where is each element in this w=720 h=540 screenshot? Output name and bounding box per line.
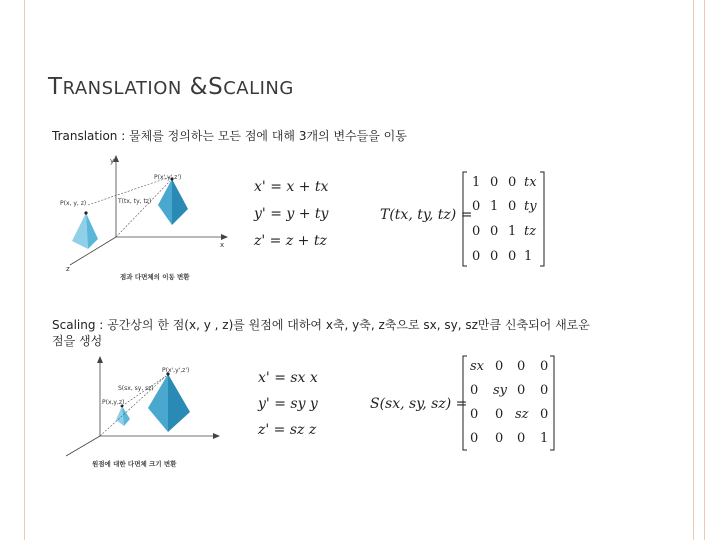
s-cell: 0 xyxy=(540,359,549,374)
t-cell: 0 xyxy=(490,249,499,264)
translation-eq-z: z' = z + tz xyxy=(254,233,327,249)
label-p-prime: P(x',y',z') xyxy=(162,367,190,374)
scaling-figure xyxy=(62,356,222,471)
x-axis-label: x xyxy=(220,241,225,249)
z-axis-label: z xyxy=(66,265,70,273)
title-ampersand: & xyxy=(189,74,209,100)
scaling-eq-y: y' = sy y xyxy=(258,396,318,412)
t-cell: 0 xyxy=(472,249,481,264)
big-pyramid-left xyxy=(148,374,168,432)
t-cell: 0 xyxy=(472,224,481,239)
label-p: P(x,y,z) xyxy=(102,399,125,406)
s-cell: 0 xyxy=(495,407,504,422)
slide-title xyxy=(48,74,294,100)
translation-matrix xyxy=(460,170,550,268)
scaling-eq-x: x' = sx x xyxy=(258,370,318,386)
label-s: S(sx, sy, sz) xyxy=(118,385,154,392)
s-cell: 0 xyxy=(517,383,526,398)
translation-eq-x: x' = x + tx xyxy=(254,179,329,195)
t-cell: 0 xyxy=(508,249,517,264)
y-axis-label: y xyxy=(110,157,115,165)
t-cell: 0 xyxy=(472,199,481,214)
right-border xyxy=(693,0,720,540)
t-cell: 0 xyxy=(508,175,517,190)
s-cell: 0 xyxy=(495,359,504,374)
big-pyramid-right xyxy=(168,374,190,432)
s-cell: sz xyxy=(515,407,529,422)
matrix-left-bracket xyxy=(463,356,467,450)
title-translation: RANSLATION xyxy=(62,78,182,99)
s-cell: 0 xyxy=(495,431,504,446)
translation-eq-y: y' = y + ty xyxy=(254,206,329,222)
s-cell: 0 xyxy=(470,407,479,422)
translation-matrix-label: T(tx, ty, tz) = xyxy=(380,207,473,223)
translation-matrix-cells xyxy=(472,175,537,264)
label-p-prime: P(x',y',z') xyxy=(154,174,182,181)
t-cell: 1 xyxy=(508,224,517,239)
s-cell: 0 xyxy=(540,407,549,422)
y-axis-arrow xyxy=(97,356,103,363)
s-cell: sx xyxy=(470,359,485,374)
small-pyramid-right xyxy=(86,213,98,249)
t-cell: tz xyxy=(524,224,537,239)
s-cell: 0 xyxy=(470,383,479,398)
t-cell: 1 xyxy=(472,175,481,190)
t-cell: 0 xyxy=(508,199,517,214)
small-pyramid-left xyxy=(72,213,88,249)
label-t: T(tx, ty, tz) xyxy=(118,198,152,205)
matrix-right-bracket xyxy=(540,172,544,266)
left-border xyxy=(0,0,25,540)
title-cap-t: T xyxy=(48,74,63,100)
s-cell: 0 xyxy=(540,383,549,398)
scaling-matrix xyxy=(460,354,560,452)
s-cell: 0 xyxy=(517,359,526,374)
s-cell: 1 xyxy=(540,431,549,446)
x-axis-arrow xyxy=(213,433,220,439)
s-cell: 0 xyxy=(470,431,479,446)
t-cell: 0 xyxy=(490,224,499,239)
s-cell: 0 xyxy=(517,431,526,446)
s-cell: sy xyxy=(493,383,508,398)
scaling-text-line1: Scaling : 공간상의 한 점(x, y , z)를 원점에 대하여 x축, y축, z축으로 sx, sy, sz만큼 신축되어 새로운 xyxy=(52,318,590,332)
scaling-eq-z: z' = sz z xyxy=(258,422,317,438)
translation-text: Translation : 물체를 정의하는 모든 점에 대해 3개의 변수들을 이동 xyxy=(52,129,407,143)
big-pyramid-right xyxy=(172,179,188,225)
translation-figure xyxy=(58,155,230,285)
x-axis-arrow xyxy=(221,234,228,240)
z-axis xyxy=(66,436,100,456)
t-cell: 1 xyxy=(490,199,499,214)
t-cell: ty xyxy=(524,199,537,214)
matrix-right-bracket xyxy=(550,356,554,450)
translation-figure-caption: 점과 다면체의 이동 변환 xyxy=(120,273,190,281)
title-scaling: CALING xyxy=(223,78,294,99)
point-p xyxy=(84,211,87,214)
scaling-matrix-label: S(sx, sy, sz) = xyxy=(370,396,468,412)
t-cell: 1 xyxy=(524,249,533,264)
matrix-left-bracket xyxy=(463,172,467,266)
t-cell: tx xyxy=(524,175,537,190)
scaling-text-line2: 점을 생성 xyxy=(52,334,103,348)
right-border-line xyxy=(704,0,705,540)
scaling-matrix-cells xyxy=(470,359,548,446)
t-cell: 0 xyxy=(490,175,499,190)
scaling-figure-caption: 원점에 대한 다면체 크기 변환 xyxy=(92,460,177,468)
title-cap-s: S xyxy=(208,74,224,100)
label-p: P(x, y, z) xyxy=(60,200,87,207)
